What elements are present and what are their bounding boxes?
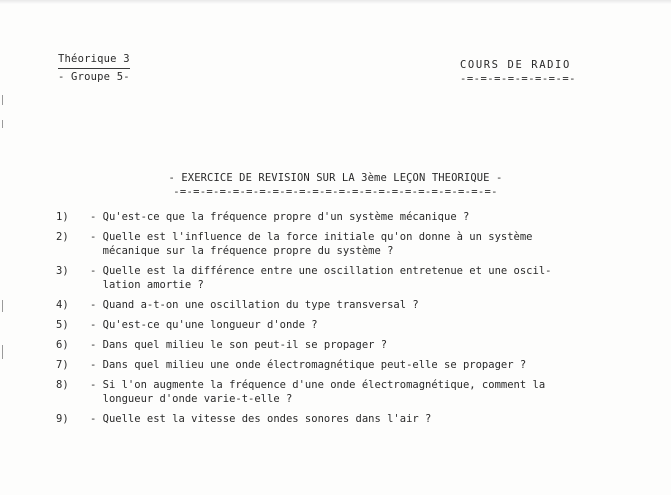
question-item bbox=[56, 230, 616, 258]
question-number: 2) bbox=[56, 231, 69, 243]
question-item bbox=[56, 318, 616, 332]
question-text-line: - Qu'est-ce qu'une longueur d'onde ? bbox=[90, 319, 318, 331]
question-item bbox=[56, 210, 616, 224]
course-name-underline: -=-=-=-=-=-=-=-=- bbox=[460, 73, 576, 85]
binder-mark bbox=[2, 300, 3, 312]
question-text bbox=[90, 298, 616, 312]
question-item bbox=[56, 338, 616, 352]
question-text-line: - Quand a-t-on une oscillation du type transversal ? bbox=[90, 299, 419, 311]
question-number: 1) bbox=[56, 211, 69, 223]
question-text-line: - Si l'on augmente la fréquence d'une onde électromagnétique, comment la bbox=[90, 379, 546, 391]
question-text-line: - Quelle est la vitesse des ondes sonores dans l'air ? bbox=[90, 413, 432, 425]
binder-mark bbox=[2, 95, 3, 105]
course-name-title: COURS DE RADIO bbox=[460, 59, 571, 71]
question-text bbox=[90, 230, 616, 258]
question-text-line: - Dans quel milieu une onde électromagnétique peut-elle se propager ? bbox=[90, 359, 527, 371]
question-item bbox=[56, 298, 616, 312]
question-number: 7) bbox=[56, 359, 69, 371]
course-level-title: Théorique 3 bbox=[58, 53, 130, 65]
group-label: - Groupe 5- bbox=[58, 68, 130, 84]
exercise-title-block bbox=[0, 171, 671, 199]
course-name-header bbox=[460, 58, 576, 86]
exercise-title-underline: -=-=-=-=-=-=-=-=-=-=-=-=-=-=-=-=-=-=-=-=-=-=-=-=- bbox=[173, 186, 498, 198]
binder-mark bbox=[2, 345, 3, 359]
question-text bbox=[90, 338, 616, 352]
question-item bbox=[56, 358, 616, 372]
question-text-line: mécanique sur la fréquence propre du système ? bbox=[90, 245, 394, 257]
question-item bbox=[56, 412, 616, 426]
question-number: 6) bbox=[56, 339, 69, 351]
question-list bbox=[56, 210, 616, 432]
question-text-line: - Dans quel milieu le son peut-il se propager ? bbox=[90, 339, 388, 351]
question-text bbox=[90, 378, 616, 406]
question-text bbox=[90, 264, 616, 292]
course-level-header bbox=[58, 52, 130, 84]
question-text bbox=[90, 412, 616, 426]
question-text-line: - Qu'est-ce que la fréquence propre d'un système mécanique ? bbox=[90, 211, 470, 223]
question-text-line: - Quelle est la différence entre une oscillation entretenue et une oscil- bbox=[90, 265, 552, 277]
question-text-line: longueur d'onde varie-t-elle ? bbox=[90, 393, 293, 405]
question-item bbox=[56, 264, 616, 292]
question-number: 8) bbox=[56, 379, 69, 391]
question-text bbox=[90, 318, 616, 332]
question-text-line: - Quelle est l'influence de la force initiale qu'on donne à un système bbox=[90, 231, 533, 243]
question-number: 5) bbox=[56, 319, 69, 331]
question-text bbox=[90, 358, 616, 372]
scan-edge-shadow bbox=[0, 0, 671, 4]
question-number: 4) bbox=[56, 299, 69, 311]
binder-mark bbox=[2, 120, 3, 128]
question-item bbox=[56, 378, 616, 406]
exercise-title: - EXERCICE DE REVISION SUR LA 3ème LEÇON THEORIQUE - bbox=[168, 172, 503, 184]
question-text bbox=[90, 210, 616, 224]
question-number: 9) bbox=[56, 413, 69, 425]
question-text-line: lation amortie ? bbox=[90, 279, 204, 291]
question-number: 3) bbox=[56, 265, 69, 277]
